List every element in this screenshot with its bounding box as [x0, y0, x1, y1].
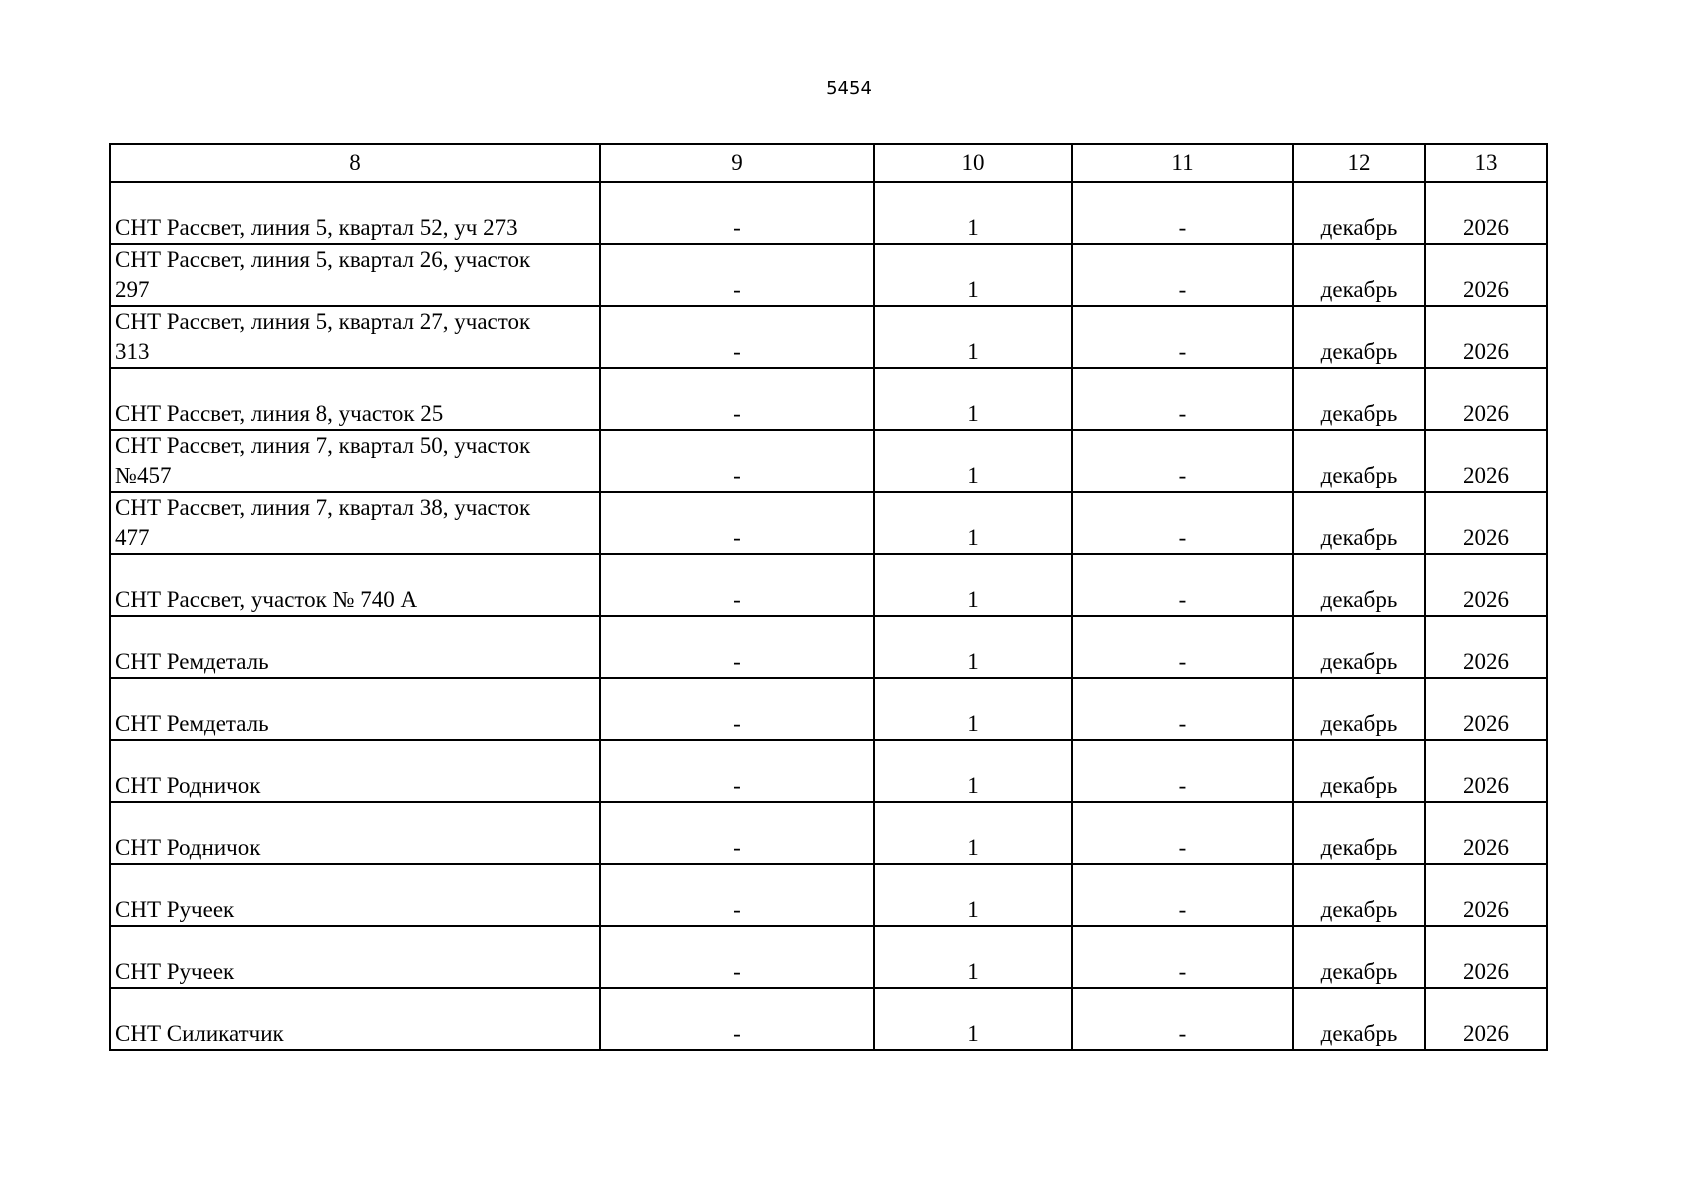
- table-row: [110, 740, 1547, 802]
- month-cell: декабрь: [1293, 740, 1425, 802]
- col9-cell: -: [600, 492, 874, 554]
- address-cell: [110, 740, 600, 802]
- col10-cell: 1: [874, 244, 1072, 306]
- data-table: [109, 143, 1548, 1051]
- col9-cell: -: [600, 368, 874, 430]
- col10-cell: 1: [874, 492, 1072, 554]
- table-row: [110, 678, 1547, 740]
- column-header: 13: [1425, 144, 1547, 182]
- header-row: [110, 144, 1547, 182]
- address-line: СНТ Рассвет, линия 5, квартал 27, участок: [115, 309, 531, 334]
- month-cell: декабрь: [1293, 368, 1425, 430]
- address-line: 313: [115, 339, 150, 364]
- col9-cell: -: [600, 988, 874, 1050]
- address-line: СНТ Рассвет, линия 8, участок 25: [115, 401, 444, 426]
- col10-cell: 1: [874, 616, 1072, 678]
- table-row: [110, 182, 1547, 244]
- address-cell: [110, 430, 600, 492]
- address-line: СНТ Рассвет, линия 7, квартал 50, участок: [115, 433, 531, 458]
- year-cell: 2026: [1425, 678, 1547, 740]
- table-row: [110, 492, 1547, 554]
- col11-cell: -: [1072, 616, 1293, 678]
- table-row: [110, 306, 1547, 368]
- col11-cell: -: [1072, 244, 1293, 306]
- address-line: СНТ Ремдеталь: [115, 711, 269, 736]
- year-cell: 2026: [1425, 492, 1547, 554]
- year-cell: 2026: [1425, 802, 1547, 864]
- table-row: [110, 430, 1547, 492]
- year-cell: 2026: [1425, 306, 1547, 368]
- page-number: 5454: [826, 78, 872, 99]
- table-row: [110, 244, 1547, 306]
- col9-cell: -: [600, 616, 874, 678]
- month-cell: декабрь: [1293, 678, 1425, 740]
- year-cell: 2026: [1425, 926, 1547, 988]
- address-cell: [110, 368, 600, 430]
- address-cell: [110, 988, 600, 1050]
- address-line: СНТ Рассвет, линия 5, квартал 26, участок: [115, 247, 531, 272]
- address-line: СНТ Рассвет, участок № 740 А: [115, 587, 418, 612]
- table-row: [110, 864, 1547, 926]
- month-cell: декабрь: [1293, 430, 1425, 492]
- year-cell: 2026: [1425, 182, 1547, 244]
- col9-cell: -: [600, 244, 874, 306]
- address-line: №457: [115, 463, 172, 488]
- col9-cell: -: [600, 554, 874, 616]
- month-cell: декабрь: [1293, 616, 1425, 678]
- year-cell: 2026: [1425, 864, 1547, 926]
- col10-cell: 1: [874, 926, 1072, 988]
- address-line: 297: [115, 277, 150, 302]
- col11-cell: -: [1072, 554, 1293, 616]
- col9-cell: -: [600, 182, 874, 244]
- column-header: 10: [874, 144, 1072, 182]
- address-cell: [110, 678, 600, 740]
- address-cell: [110, 616, 600, 678]
- month-cell: декабрь: [1293, 306, 1425, 368]
- col11-cell: -: [1072, 988, 1293, 1050]
- col11-cell: -: [1072, 306, 1293, 368]
- col11-cell: -: [1072, 368, 1293, 430]
- address-line: СНТ Рассвет, линия 5, квартал 52, уч 273: [115, 215, 518, 240]
- col11-cell: -: [1072, 740, 1293, 802]
- col11-cell: -: [1072, 182, 1293, 244]
- col10-cell: 1: [874, 306, 1072, 368]
- year-cell: 2026: [1425, 368, 1547, 430]
- col10-cell: 1: [874, 678, 1072, 740]
- table-body: [110, 182, 1547, 1050]
- address-line: СНТ Силикатчик: [115, 1021, 284, 1046]
- address-cell: [110, 492, 600, 554]
- col11-cell: -: [1072, 926, 1293, 988]
- col10-cell: 1: [874, 182, 1072, 244]
- col11-cell: -: [1072, 864, 1293, 926]
- col9-cell: -: [600, 678, 874, 740]
- month-cell: декабрь: [1293, 244, 1425, 306]
- year-cell: 2026: [1425, 740, 1547, 802]
- col11-cell: -: [1072, 492, 1293, 554]
- address-cell: [110, 182, 600, 244]
- month-cell: декабрь: [1293, 864, 1425, 926]
- col10-cell: 1: [874, 802, 1072, 864]
- year-cell: 2026: [1425, 988, 1547, 1050]
- address-cell: [110, 554, 600, 616]
- address-cell: [110, 926, 600, 988]
- col10-cell: 1: [874, 554, 1072, 616]
- col11-cell: -: [1072, 430, 1293, 492]
- col11-cell: -: [1072, 678, 1293, 740]
- col9-cell: -: [600, 430, 874, 492]
- month-cell: декабрь: [1293, 802, 1425, 864]
- col9-cell: -: [600, 864, 874, 926]
- month-cell: декабрь: [1293, 492, 1425, 554]
- col9-cell: -: [600, 740, 874, 802]
- address-cell: [110, 306, 600, 368]
- address-line: СНТ Родничок: [115, 773, 261, 798]
- col9-cell: -: [600, 926, 874, 988]
- table-row: [110, 554, 1547, 616]
- month-cell: декабрь: [1293, 926, 1425, 988]
- year-cell: 2026: [1425, 430, 1547, 492]
- col10-cell: 1: [874, 740, 1072, 802]
- address-cell: [110, 802, 600, 864]
- table-row: [110, 616, 1547, 678]
- address-line: СНТ Ручеек: [115, 959, 235, 984]
- col10-cell: 1: [874, 368, 1072, 430]
- column-header: 8: [110, 144, 600, 182]
- column-header: 9: [600, 144, 874, 182]
- col11-cell: -: [1072, 802, 1293, 864]
- table-row: [110, 988, 1547, 1050]
- year-cell: 2026: [1425, 616, 1547, 678]
- table-row: [110, 926, 1547, 988]
- column-header: 12: [1293, 144, 1425, 182]
- col10-cell: 1: [874, 864, 1072, 926]
- column-header: 11: [1072, 144, 1293, 182]
- address-line: СНТ Рассвет, линия 7, квартал 38, участок: [115, 495, 531, 520]
- year-cell: 2026: [1425, 554, 1547, 616]
- year-cell: 2026: [1425, 244, 1547, 306]
- col10-cell: 1: [874, 430, 1072, 492]
- address-line: 477: [115, 525, 150, 550]
- month-cell: декабрь: [1293, 182, 1425, 244]
- month-cell: декабрь: [1293, 554, 1425, 616]
- col9-cell: -: [600, 802, 874, 864]
- col9-cell: -: [600, 306, 874, 368]
- address-cell: [110, 244, 600, 306]
- table-row: [110, 368, 1547, 430]
- address-cell: [110, 864, 600, 926]
- address-line: СНТ Ремдеталь: [115, 649, 269, 674]
- col10-cell: 1: [874, 988, 1072, 1050]
- address-line: СНТ Ручеек: [115, 897, 235, 922]
- address-line: СНТ Родничок: [115, 835, 261, 860]
- table-row: [110, 802, 1547, 864]
- month-cell: декабрь: [1293, 988, 1425, 1050]
